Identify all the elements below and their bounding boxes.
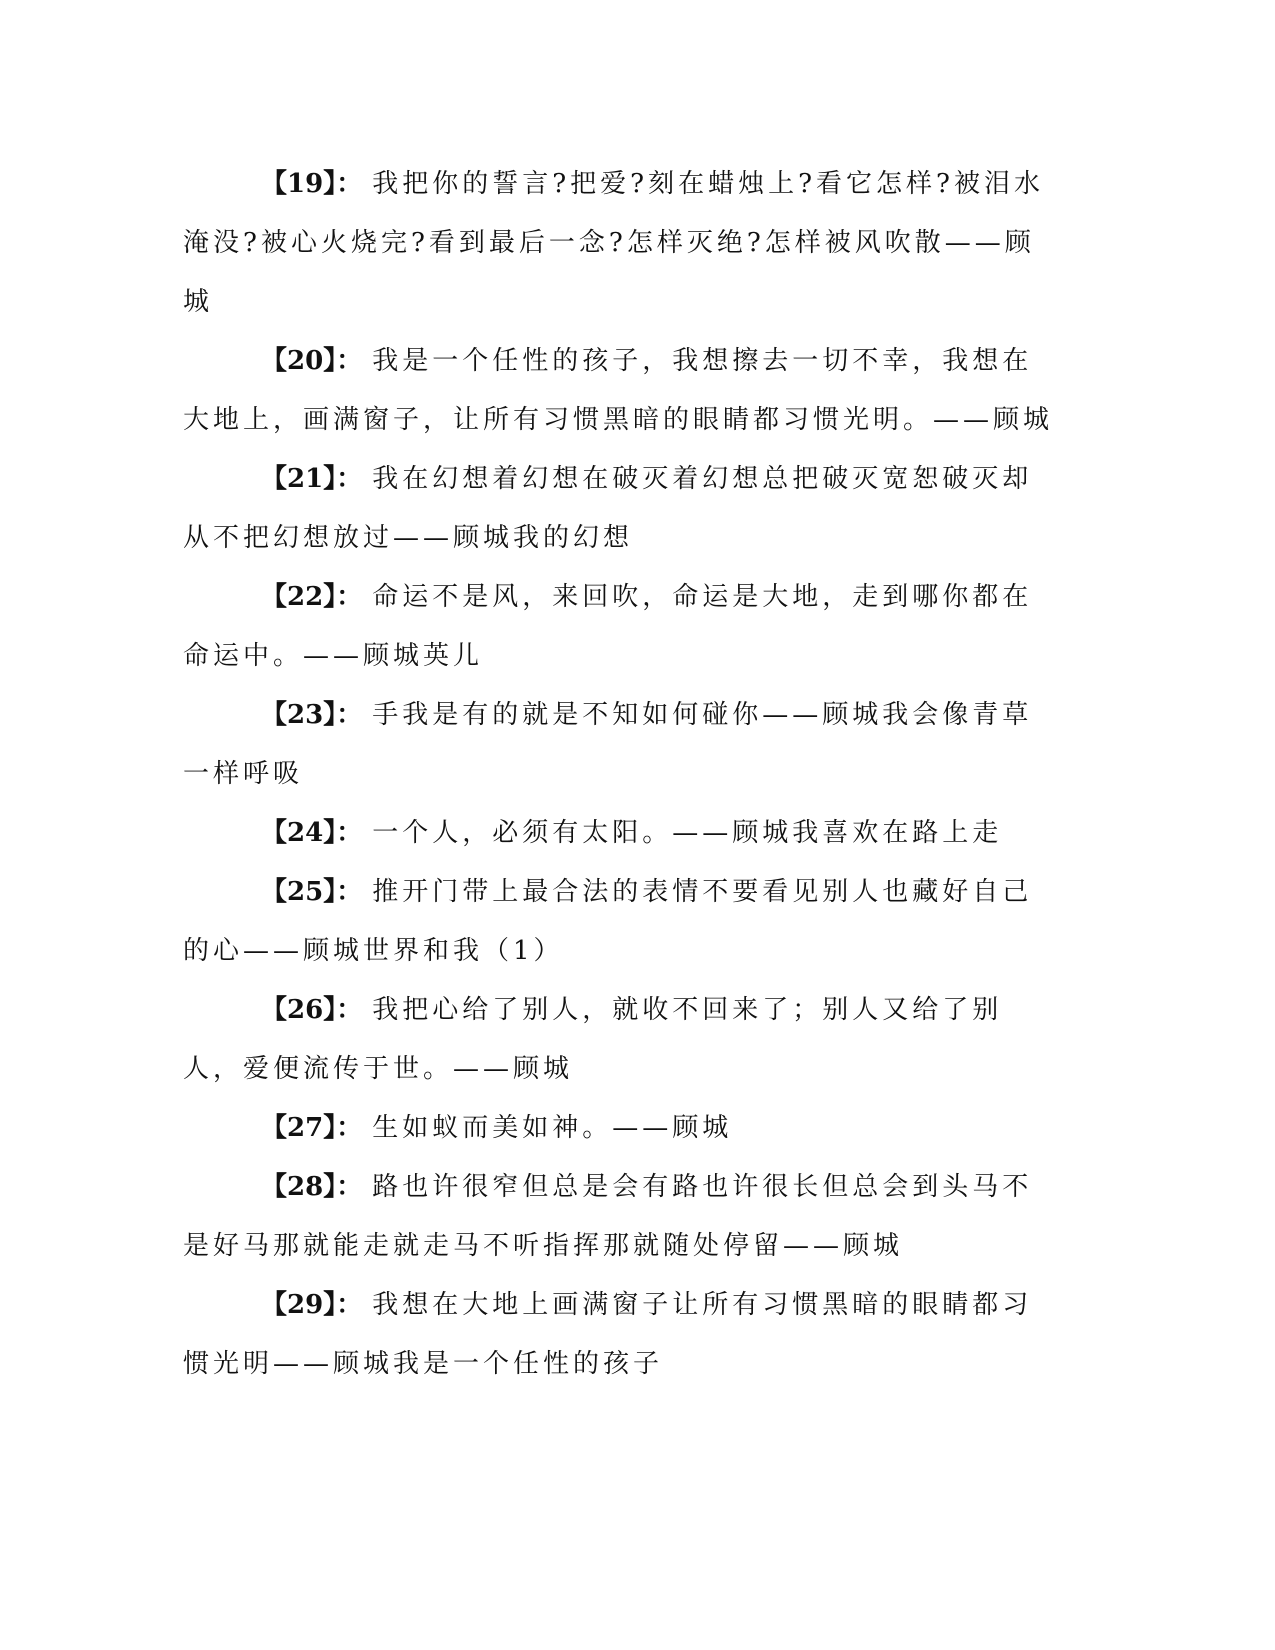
quote-text: 我是一个任性的孩子，我想擦去一切不幸，我想在大地上，画满窗子，让所有习惯黑暗的眼睛都习惯光明。——顾城 xyxy=(183,346,1054,435)
quote-text: 我在幻想着幻想在破灭着幻想总把破灭宽恕破灭却从不把幻想放过——顾城我的幻想 xyxy=(183,464,1033,553)
quote-text: 我想在大地上画满窗子让所有习惯黑暗的眼睛都习惯光明——顾城我是一个任性的孩子 xyxy=(183,1290,1033,1379)
quote-entry xyxy=(183,804,1055,863)
quote-text: 生如蚁而美如神。——顾城 xyxy=(372,1113,733,1143)
quote-number: 【25】 xyxy=(261,877,337,907)
quote-text: 命运不是风，来回吹，命运是大地，走到哪你都在命运中。——顾城英儿 xyxy=(183,582,1033,671)
quote-text: 我把心给了别人，就收不回来了；别人又给了别人，爱便流传于世。——顾城 xyxy=(183,995,1003,1084)
quote-entry xyxy=(183,686,1055,804)
quote-entry xyxy=(183,1099,1055,1158)
quote-number: 【22】 xyxy=(261,582,337,612)
quote-entry xyxy=(183,450,1055,568)
quote-entry xyxy=(183,155,1055,332)
quote-separator: ： xyxy=(336,582,367,612)
quote-entry xyxy=(183,863,1055,981)
quote-number: 【19】 xyxy=(261,169,337,199)
quote-entry xyxy=(183,1276,1055,1394)
quote-text: 一个人，必须有太阳。——顾城我喜欢在路上走 xyxy=(372,818,1003,848)
quote-separator: ： xyxy=(336,346,367,376)
quote-entry xyxy=(183,568,1055,686)
quote-separator: ： xyxy=(336,464,367,494)
quote-separator: ： xyxy=(336,877,367,907)
quote-separator: ： xyxy=(336,700,367,730)
quote-separator: ： xyxy=(336,1113,367,1143)
quote-number: 【29】 xyxy=(261,1290,337,1320)
quote-separator: ： xyxy=(336,995,367,1025)
quote-number: 【28】 xyxy=(261,1172,337,1202)
quote-number: 【24】 xyxy=(261,818,337,848)
quote-text: 手我是有的就是不知如何碰你——顾城我会像青草一样呼吸 xyxy=(183,700,1033,789)
quote-separator: ： xyxy=(336,1172,367,1202)
quote-list xyxy=(183,155,1055,1394)
quote-number: 【21】 xyxy=(261,464,337,494)
quote-entry xyxy=(183,1158,1055,1276)
quote-text: 推开门带上最合法的表情不要看见别人也藏好自己的心——顾城世界和我（1） xyxy=(183,877,1033,966)
quote-number: 【23】 xyxy=(261,700,337,730)
quote-text: 路也许很窄但总是会有路也许很长但总会到头马不是好马那就能走就走马不听指挥那就随处停留——顾城 xyxy=(183,1172,1033,1261)
quote-separator: ： xyxy=(336,818,367,848)
quote-separator: ： xyxy=(336,1290,367,1320)
quote-entry xyxy=(183,981,1055,1099)
quote-number: 【27】 xyxy=(261,1113,337,1143)
quote-number: 【20】 xyxy=(261,346,337,376)
quote-entry xyxy=(183,332,1055,450)
quote-number: 【26】 xyxy=(261,995,337,1025)
quote-separator: ： xyxy=(336,169,367,199)
quote-text: 我把你的誓言?把爱?刻在蜡烛上?看它怎样?被泪水淹没?被心火烧完?看到最后一念?怎样灭绝?怎样被风吹散——顾城 xyxy=(183,169,1044,317)
